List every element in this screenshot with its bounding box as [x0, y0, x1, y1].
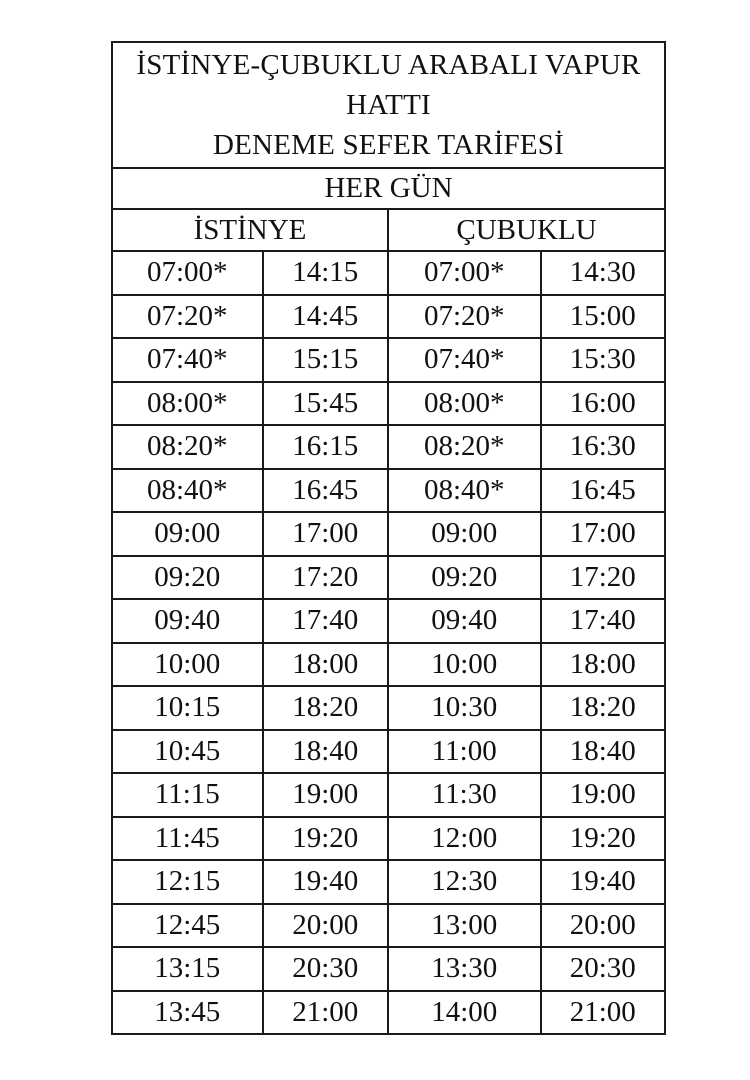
istinye-departure-afternoon: 18:20 [263, 686, 388, 730]
table-row [112, 556, 665, 600]
title-line-2: HATTI [346, 89, 431, 121]
cubuklu-departure-afternoon: 17:40 [541, 599, 666, 643]
table-row [112, 773, 665, 817]
istinye-departure-afternoon: 17:40 [263, 599, 388, 643]
istinye-departure-morning: 09:40 [112, 599, 263, 643]
istinye-departure-afternoon: 15:15 [263, 338, 388, 382]
istinye-departure-afternoon: 19:20 [263, 817, 388, 861]
cubuklu-departure-morning: 08:20* [388, 425, 541, 469]
istinye-departure-morning: 07:40* [112, 338, 263, 382]
istinye-departure-afternoon: 18:00 [263, 643, 388, 687]
istinye-departure-afternoon: 19:00 [263, 773, 388, 817]
istinye-departure-afternoon: 18:40 [263, 730, 388, 774]
cubuklu-departure-afternoon: 16:00 [541, 382, 666, 426]
table-row [112, 599, 665, 643]
day-label: HER GÜN [112, 168, 665, 209]
cubuklu-departure-morning: 12:30 [388, 860, 541, 904]
istinye-departure-morning: 08:00* [112, 382, 263, 426]
table-row [112, 686, 665, 730]
istinye-departure-morning: 10:00 [112, 643, 263, 687]
cubuklu-departure-afternoon: 19:40 [541, 860, 666, 904]
title-row [112, 42, 665, 168]
cubuklu-departure-morning: 13:00 [388, 904, 541, 948]
istinye-departure-morning: 08:20* [112, 425, 263, 469]
cubuklu-departure-afternoon: 19:20 [541, 817, 666, 861]
cubuklu-departure-morning: 07:20* [388, 295, 541, 339]
cubuklu-departure-morning: 09:00 [388, 512, 541, 556]
istinye-departure-afternoon: 20:30 [263, 947, 388, 991]
title-line-3: DENEME SEFER TARİFESİ [213, 129, 564, 161]
cubuklu-departure-afternoon: 18:40 [541, 730, 666, 774]
table-row [112, 382, 665, 426]
table-row [112, 512, 665, 556]
cubuklu-departure-afternoon: 18:00 [541, 643, 666, 687]
istinye-departure-afternoon: 17:20 [263, 556, 388, 600]
table-row [112, 295, 665, 339]
cubuklu-departure-afternoon: 17:20 [541, 556, 666, 600]
cubuklu-departure-morning: 09:40 [388, 599, 541, 643]
istinye-departure-morning: 07:00* [112, 251, 263, 295]
cubuklu-departure-afternoon: 17:00 [541, 512, 666, 556]
column-header-istinye: İSTİNYE [112, 209, 388, 251]
istinye-departure-afternoon: 21:00 [263, 991, 388, 1035]
cubuklu-departure-morning: 08:40* [388, 469, 541, 513]
table-row [112, 947, 665, 991]
istinye-departure-afternoon: 17:00 [263, 512, 388, 556]
cubuklu-departure-afternoon: 18:20 [541, 686, 666, 730]
cubuklu-departure-morning: 13:30 [388, 947, 541, 991]
istinye-departure-morning: 07:20* [112, 295, 263, 339]
ferry-schedule-table [111, 41, 666, 1035]
istinye-departure-afternoon: 14:15 [263, 251, 388, 295]
istinye-departure-afternoon: 20:00 [263, 904, 388, 948]
cubuklu-departure-afternoon: 19:00 [541, 773, 666, 817]
istinye-departure-morning: 09:20 [112, 556, 263, 600]
table-row [112, 860, 665, 904]
cubuklu-departure-morning: 12:00 [388, 817, 541, 861]
table-row [112, 730, 665, 774]
schedule-body [112, 42, 665, 1034]
cubuklu-departure-afternoon: 20:30 [541, 947, 666, 991]
cubuklu-departure-afternoon: 15:00 [541, 295, 666, 339]
istinye-departure-morning: 09:00 [112, 512, 263, 556]
cubuklu-departure-afternoon: 14:30 [541, 251, 666, 295]
istinye-departure-morning: 13:15 [112, 947, 263, 991]
column-header-row [112, 209, 665, 251]
cubuklu-departure-afternoon: 15:30 [541, 338, 666, 382]
table-row [112, 904, 665, 948]
istinye-departure-morning: 11:45 [112, 817, 263, 861]
table-row [112, 469, 665, 513]
istinye-departure-morning: 12:45 [112, 904, 263, 948]
istinye-departure-morning: 11:15 [112, 773, 263, 817]
cubuklu-departure-morning: 11:00 [388, 730, 541, 774]
cubuklu-departure-morning: 11:30 [388, 773, 541, 817]
table-row [112, 817, 665, 861]
cubuklu-departure-morning: 14:00 [388, 991, 541, 1035]
istinye-departure-afternoon: 16:15 [263, 425, 388, 469]
istinye-departure-morning: 13:45 [112, 991, 263, 1035]
schedule-title [112, 42, 665, 168]
day-row [112, 168, 665, 209]
table-row [112, 338, 665, 382]
cubuklu-departure-morning: 10:30 [388, 686, 541, 730]
istinye-departure-afternoon: 15:45 [263, 382, 388, 426]
istinye-departure-afternoon: 19:40 [263, 860, 388, 904]
istinye-departure-afternoon: 14:45 [263, 295, 388, 339]
table-row [112, 425, 665, 469]
title-line-1: İSTİNYE-ÇUBUKLU ARABALI VAPUR [136, 49, 641, 81]
istinye-departure-afternoon: 16:45 [263, 469, 388, 513]
cubuklu-departure-morning: 07:40* [388, 338, 541, 382]
table-row [112, 643, 665, 687]
cubuklu-departure-afternoon: 20:00 [541, 904, 666, 948]
cubuklu-departure-morning: 08:00* [388, 382, 541, 426]
cubuklu-departure-afternoon: 16:45 [541, 469, 666, 513]
cubuklu-departure-afternoon: 21:00 [541, 991, 666, 1035]
column-header-cubuklu: ÇUBUKLU [388, 209, 665, 251]
istinye-departure-morning: 10:15 [112, 686, 263, 730]
istinye-departure-morning: 08:40* [112, 469, 263, 513]
cubuklu-departure-afternoon: 16:30 [541, 425, 666, 469]
cubuklu-departure-morning: 10:00 [388, 643, 541, 687]
istinye-departure-morning: 10:45 [112, 730, 263, 774]
cubuklu-departure-morning: 07:00* [388, 251, 541, 295]
table-row [112, 991, 665, 1035]
table-row [112, 251, 665, 295]
cubuklu-departure-morning: 09:20 [388, 556, 541, 600]
istinye-departure-morning: 12:15 [112, 860, 263, 904]
